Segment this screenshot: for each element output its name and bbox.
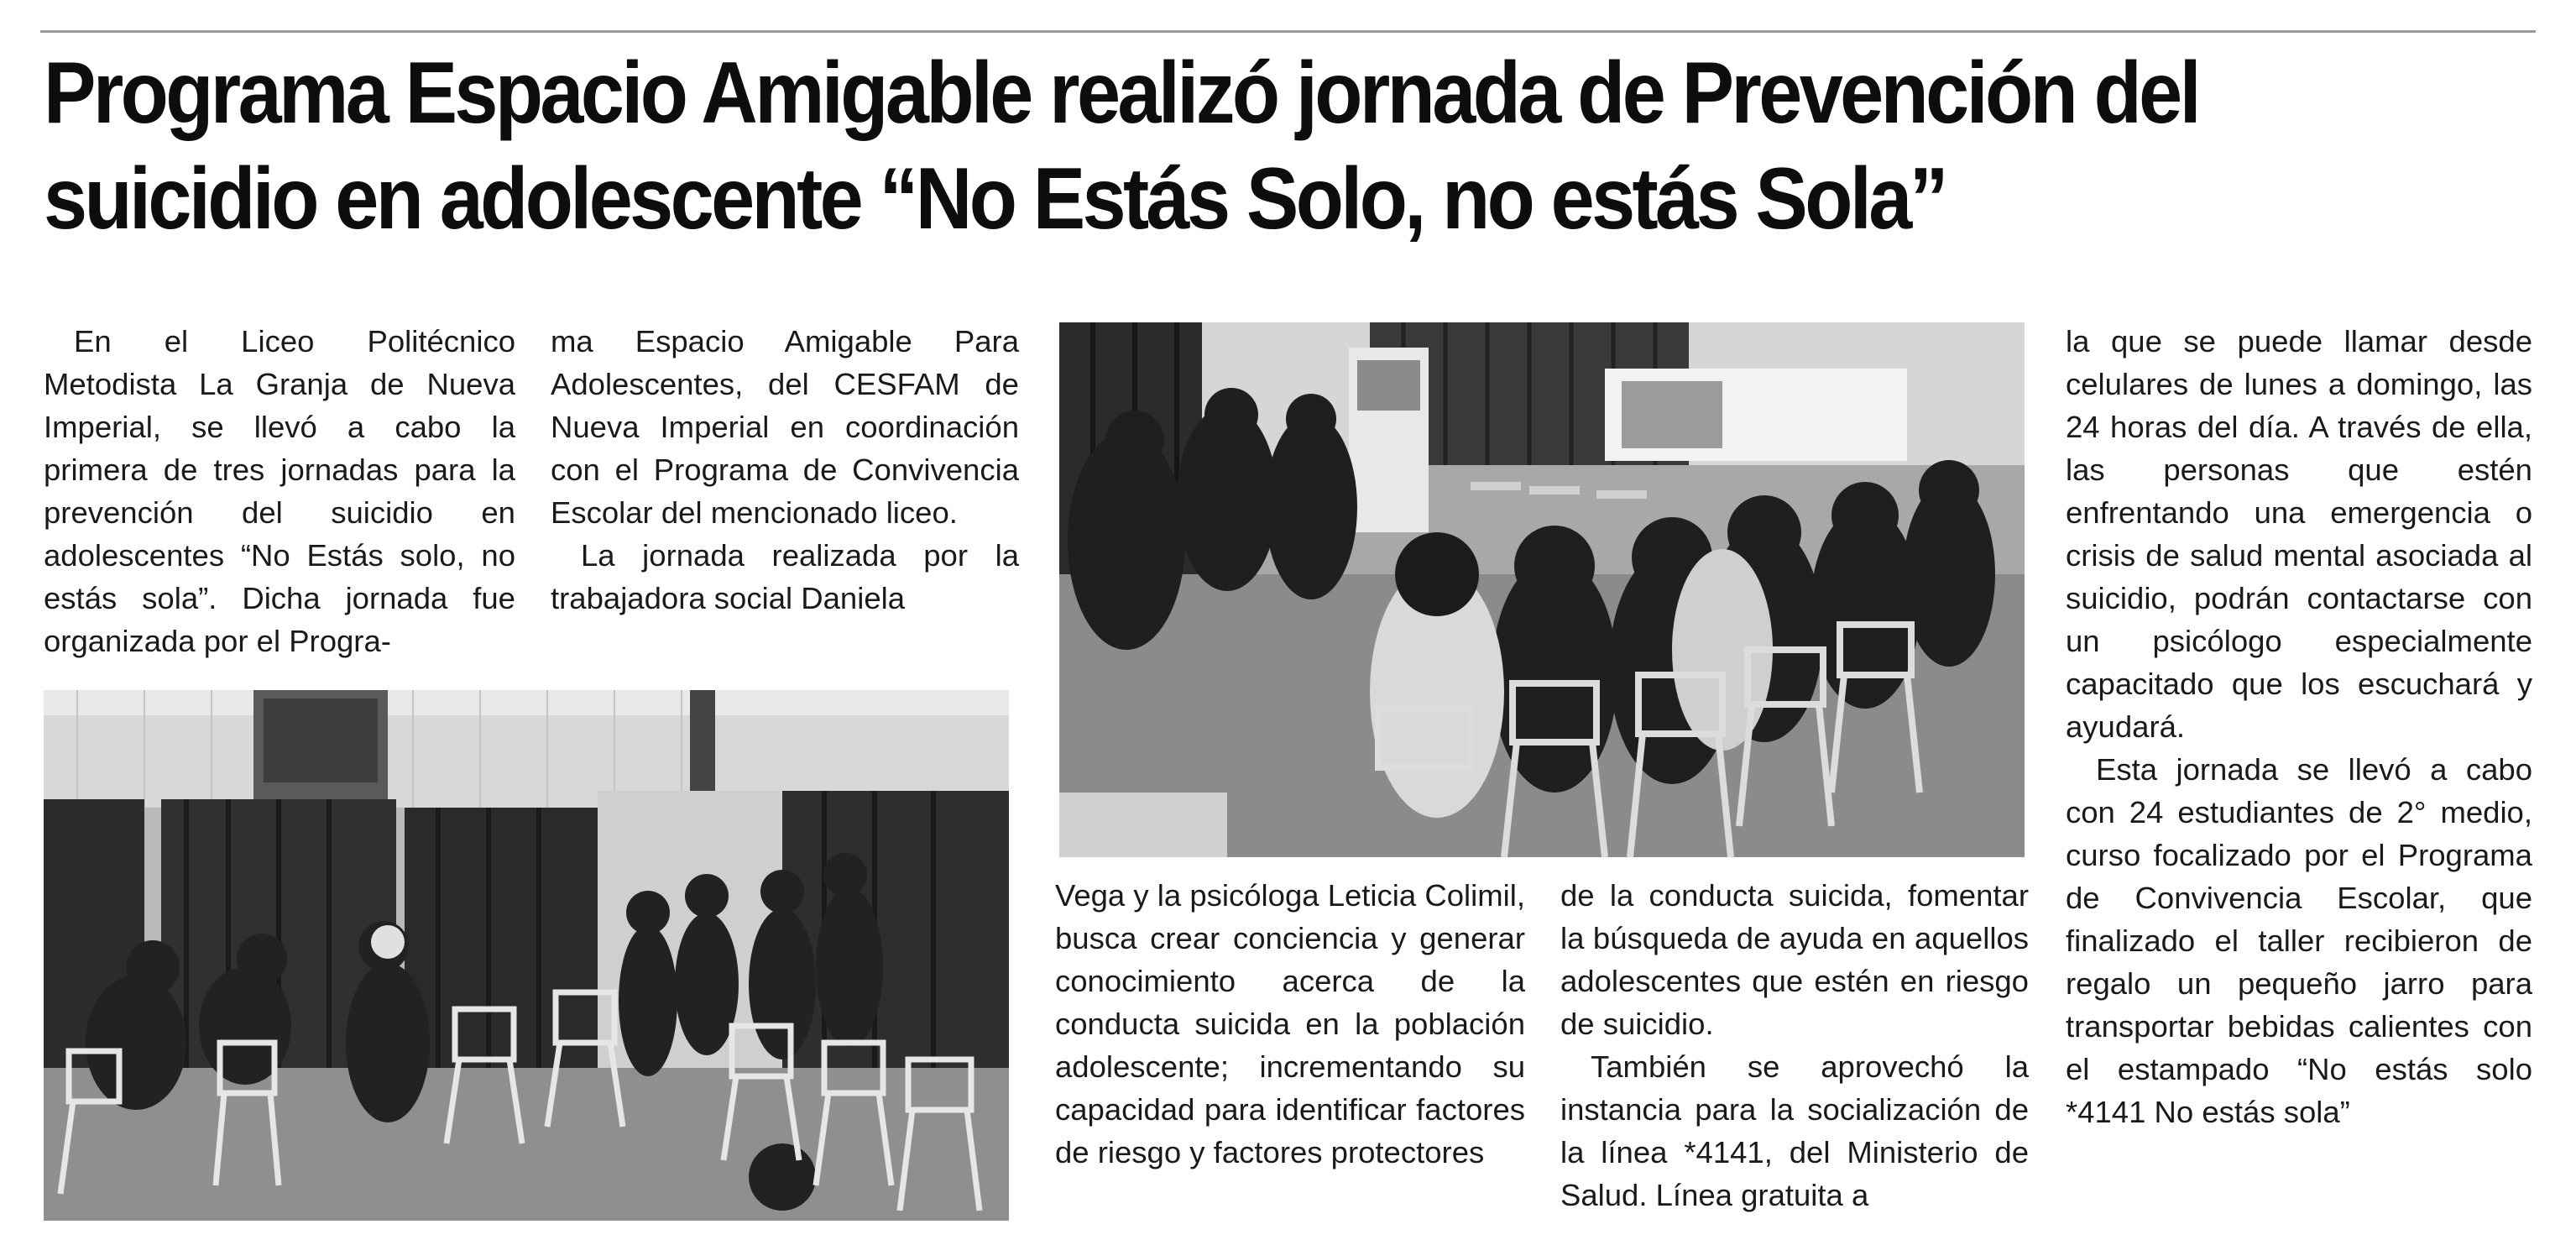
column-4-paragraph-1: de la conducta suicida, fomentar la búsqueda de ayuda en aquellos adolescentes que estén en riesgo de suicidio. bbox=[1560, 878, 2029, 1041]
article-column-2 bbox=[551, 320, 1019, 620]
column-2-paragraph-1: ma Espacio Amigable Para Adolescentes, del CESFAM de Nueva Imperial en coordinación con el Programa de Convivencia Escolar del mencionado liceo. bbox=[551, 324, 1019, 530]
column-2-paragraph-2: La jornada realizada por la trabajadora social Daniela bbox=[551, 538, 1019, 615]
column-1-paragraph-1: En el Liceo Politécnico Metodista La Granja de Nueva Imperial, se llevó a cabo la primera de tres jornadas para la prevención del suicidio en adolescentes “No Estás solo, no estás sola”. Dicha jornada fue organizada por el Progra- bbox=[44, 324, 515, 658]
column-5-paragraph-1: la que se puede llamar desde celulares de lunes a domingo, las 24 horas del día. A través de ella, las personas que estén enfrentando una emergencia o crisis de salud mental asociada al suicidio, podrán contactarse con un psicólogo especialmente capacitado que los escuchará y ayudará. bbox=[2066, 324, 2532, 744]
article-column-3 bbox=[1055, 874, 1525, 1174]
article-column-5 bbox=[2066, 320, 2532, 1133]
workshop-photo-left bbox=[44, 690, 1009, 1221]
headline-line-2: suicidio en adolescente “No Estás Solo, no estás Sola” bbox=[44, 150, 1946, 248]
article-column-4 bbox=[1560, 874, 2029, 1216]
top-rule bbox=[40, 30, 2536, 33]
column-5-paragraph-2: Esta jornada se llevó a cabo con 24 estudiantes de 2° medio, curso focalizado por el Programa de Convivencia Escolar, que finalizado el taller recibieron de regalo un pequeño jarro para transportar bebidas calientes con el estampado “No estás solo *4141 No estás sola” bbox=[2066, 752, 2532, 1129]
column-3-paragraph-1: Vega y la psicóloga Leticia Colimil, busca crear conciencia y generar conocimiento acerca de la conducta suicida en la población adolescente; incrementando su capacidad para identificar factores de riesgo y factores protectores bbox=[1055, 878, 1525, 1169]
article-column-1 bbox=[44, 320, 515, 662]
headline bbox=[44, 40, 2280, 252]
column-4-paragraph-2: También se aprovechó la instancia para la socialización de la línea *4141, del Ministerio de Salud. Línea gratuita a bbox=[1560, 1049, 2029, 1212]
workshop-photo-right bbox=[1059, 322, 2025, 857]
headline-line-1: Programa Espacio Amigable realizó jornada de Prevención del bbox=[44, 44, 2199, 142]
